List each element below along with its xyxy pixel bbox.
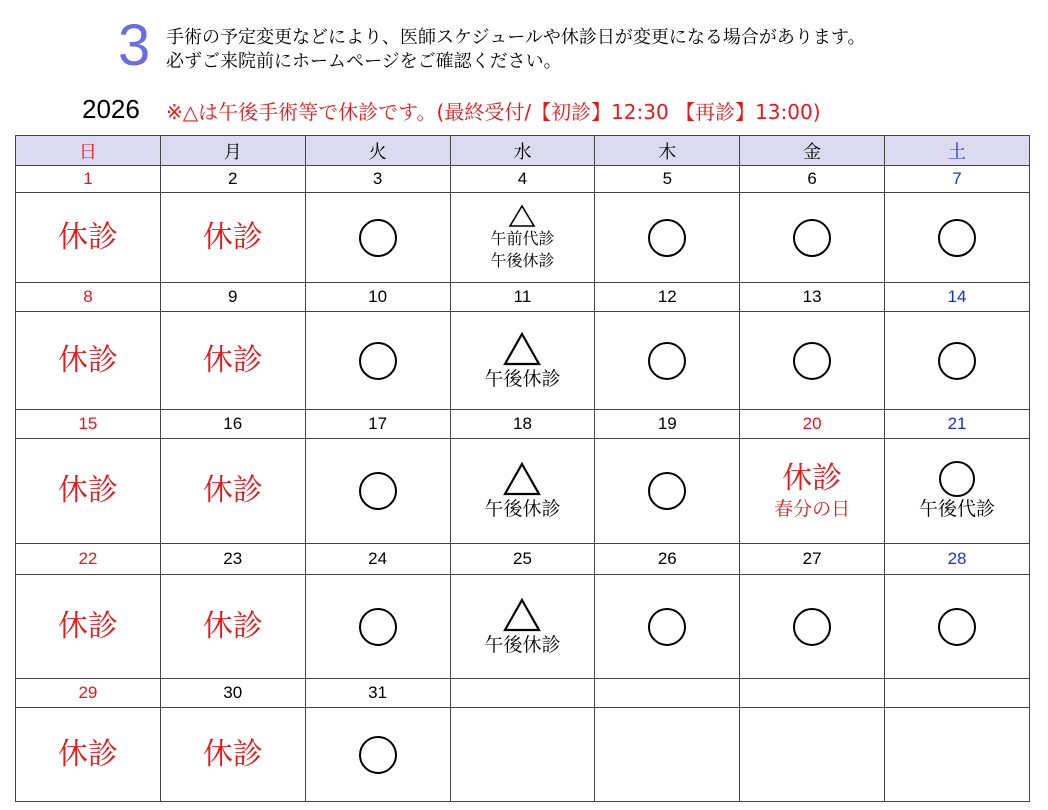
day-cell	[305, 193, 450, 283]
weekday-header-row	[16, 136, 1030, 166]
date-row	[16, 166, 1030, 193]
notice-line-2: 必ずご来院前にホームページをご確認ください。	[166, 51, 562, 72]
weekday-thu: 木	[595, 136, 740, 166]
status-row	[16, 193, 1030, 283]
date-number: 5	[595, 166, 740, 193]
day-cell	[885, 439, 1030, 544]
am-substitute-label: 午前代診	[490, 228, 555, 248]
day-cell	[740, 193, 885, 283]
open-circle-icon	[648, 342, 686, 380]
hours-note: ※△は午後手術等で休診です。(最終受付/【初診】12:30 【再診】13:00)	[166, 100, 821, 124]
day-cell	[16, 312, 161, 410]
day-cell	[450, 312, 595, 410]
day-cell	[450, 708, 595, 802]
status-row	[16, 708, 1030, 802]
date-number: 12	[595, 283, 740, 312]
month-number: 3	[118, 13, 151, 78]
closed-label: 休診	[202, 219, 263, 255]
year-label: 2026	[82, 94, 140, 124]
weekday-fri: 金	[740, 136, 885, 166]
closed-label: 休診	[57, 219, 118, 255]
weekday-sat: 土	[885, 136, 1030, 166]
date-number: 31	[305, 679, 450, 708]
day-cell	[450, 193, 595, 283]
triangle-icon	[502, 461, 542, 497]
day-cell	[160, 439, 305, 544]
day-cell	[885, 193, 1030, 283]
day-cell	[160, 193, 305, 283]
closed-label: 休診	[57, 736, 118, 772]
date-number: 28	[885, 544, 1030, 575]
date-row	[16, 410, 1030, 439]
date-number: 2	[160, 166, 305, 193]
date-number: 27	[740, 544, 885, 575]
holiday-label: 春分の日	[774, 498, 851, 520]
date-number: 4	[450, 166, 595, 193]
day-cell	[16, 708, 161, 802]
open-circle-icon	[648, 219, 686, 257]
open-circle-icon	[648, 608, 686, 646]
date-number: 9	[160, 283, 305, 312]
day-cell	[740, 312, 885, 410]
day-cell	[160, 312, 305, 410]
date-number	[885, 679, 1030, 708]
open-circle-icon	[938, 219, 976, 257]
day-cell	[450, 439, 595, 544]
triangle-icon	[502, 331, 542, 367]
notice-text	[166, 26, 865, 74]
date-number: 14	[885, 283, 1030, 312]
closed-label: 休診	[202, 342, 263, 378]
date-number: 29	[16, 679, 161, 708]
date-number: 3	[305, 166, 450, 193]
open-circle-icon	[939, 461, 975, 497]
day-cell	[305, 575, 450, 679]
closed-label: 休診	[202, 608, 263, 644]
open-circle-icon	[793, 342, 831, 380]
day-cell	[305, 708, 450, 802]
date-number	[595, 679, 740, 708]
pm-substitute-label: 午後代診	[919, 498, 996, 520]
date-number: 21	[885, 410, 1030, 439]
date-row	[16, 679, 1030, 708]
pm-closed-label: 午後休診	[490, 250, 555, 270]
date-number: 10	[305, 283, 450, 312]
closed-label: 休診	[202, 473, 263, 508]
date-number: 24	[305, 544, 450, 575]
calendar-table	[15, 135, 1030, 802]
date-row	[16, 544, 1030, 575]
day-cell	[885, 708, 1030, 802]
date-number: 23	[160, 544, 305, 575]
status-row	[16, 312, 1030, 410]
day-cell	[885, 312, 1030, 410]
date-number: 13	[740, 283, 885, 312]
date-number	[740, 679, 885, 708]
date-number: 8	[16, 283, 161, 312]
day-cell	[595, 312, 740, 410]
date-number: 30	[160, 679, 305, 708]
day-cell	[160, 708, 305, 802]
status-row	[16, 439, 1030, 544]
day-cell	[450, 575, 595, 679]
day-cell	[305, 439, 450, 544]
day-cell	[16, 575, 161, 679]
date-number: 6	[740, 166, 885, 193]
date-number: 20	[740, 410, 885, 439]
weekday-sun: 日	[16, 136, 161, 166]
day-cell	[16, 439, 161, 544]
day-cell	[160, 575, 305, 679]
date-number: 19	[595, 410, 740, 439]
open-circle-icon	[648, 472, 686, 510]
date-number: 15	[16, 410, 161, 439]
open-circle-icon	[359, 472, 397, 510]
date-number: 11	[450, 283, 595, 312]
weekday-wed: 水	[450, 136, 595, 166]
date-number: 22	[16, 544, 161, 575]
open-circle-icon	[793, 608, 831, 646]
day-cell	[595, 708, 740, 802]
closed-label: 休診	[57, 608, 118, 644]
closed-label: 休診	[57, 342, 118, 378]
day-cell	[595, 193, 740, 283]
weekday-mon: 月	[160, 136, 305, 166]
open-circle-icon	[359, 608, 397, 646]
date-row	[16, 283, 1030, 312]
closed-label: 休診	[57, 473, 118, 508]
date-number: 25	[450, 544, 595, 575]
day-cell	[740, 575, 885, 679]
open-circle-icon	[359, 736, 397, 774]
date-number: 1	[16, 166, 161, 193]
open-circle-icon	[793, 219, 831, 257]
triangle-icon	[502, 597, 542, 633]
open-circle-icon	[359, 219, 397, 257]
triangle-icon	[508, 204, 536, 228]
day-cell	[595, 575, 740, 679]
date-number: 17	[305, 410, 450, 439]
status-row	[16, 575, 1030, 679]
pm-closed-label: 午後休診	[484, 367, 561, 390]
weekday-tue: 火	[305, 136, 450, 166]
day-cell	[885, 575, 1030, 679]
day-cell	[740, 439, 885, 544]
open-circle-icon	[938, 342, 976, 380]
day-cell	[16, 193, 161, 283]
date-number: 7	[885, 166, 1030, 193]
day-cell	[740, 708, 885, 802]
day-cell	[305, 312, 450, 410]
open-circle-icon	[938, 608, 976, 646]
date-number: 26	[595, 544, 740, 575]
date-number: 16	[160, 410, 305, 439]
open-circle-icon	[359, 342, 397, 380]
day-cell	[595, 439, 740, 544]
date-number: 18	[450, 410, 595, 439]
date-number	[450, 679, 595, 708]
closed-label: 休診	[202, 736, 263, 772]
pm-closed-label: 午後休診	[484, 633, 561, 656]
notice-line-1: 手術の予定変更などにより、医師スケジュールや休診日が変更になる場合があります。	[166, 27, 866, 48]
closed-label: 休診	[782, 461, 843, 496]
pm-closed-label: 午後休診	[484, 498, 561, 520]
